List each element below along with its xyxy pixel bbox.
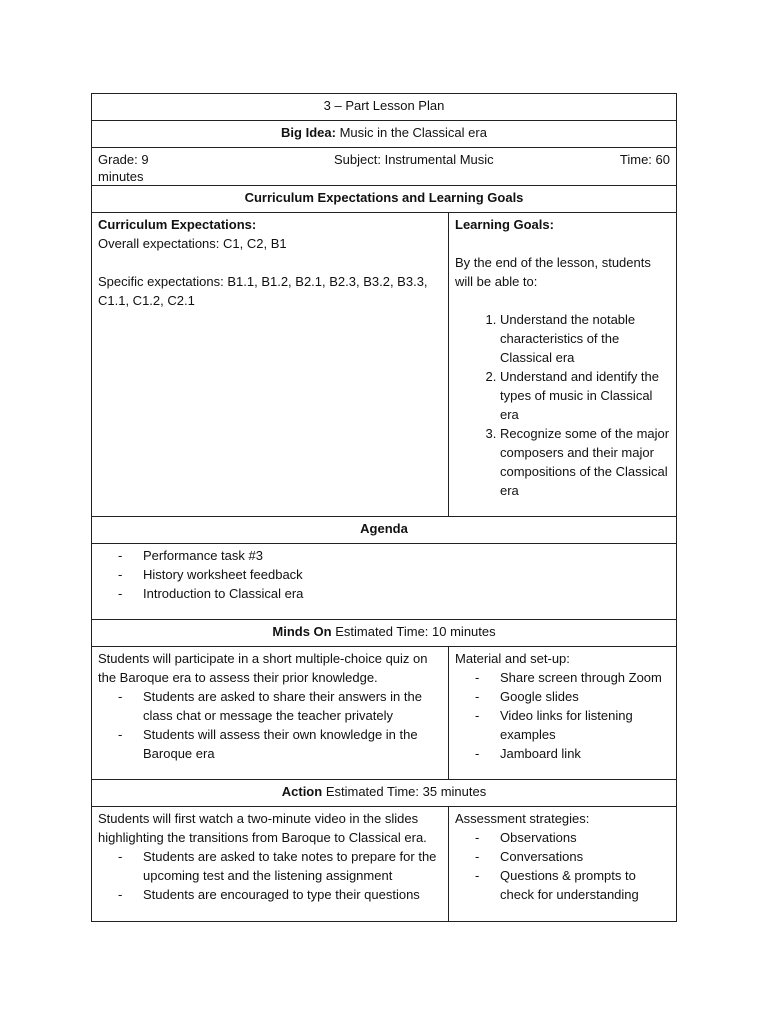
list-item: 1. Understand the notable characteristics of the Classical era [500,310,670,367]
minds-on-label: Minds On [272,624,332,639]
agenda-row [92,544,676,620]
list-item: - Questions & prompts to check for understanding [475,866,670,904]
minds-on-heading [92,620,676,647]
list-item: - Google slides [475,687,670,706]
list-item: 2. Understand and identify the types of music in Classical era [500,367,670,424]
list-item: - Video links for listening examples [475,706,670,744]
agenda-heading-text: Agenda [360,521,408,536]
learning-goals-cell [449,213,676,516]
list-item: - Students are asked to share their answers in the class chat or message the teacher privately [118,687,442,725]
agenda-heading [92,517,676,544]
learning-goals-label: Learning Goals: [455,217,554,232]
subject-text: Subject: Instrumental Music [334,152,494,167]
action-intro: Students will first watch a two-minute video in the slides highlighting the transitions from Baroque to Classical era. [98,811,427,845]
info-row [92,148,676,186]
list-item: 3. Recognize some of the major composers and their major compositions of the Classical era [500,424,670,500]
learning-goals-list [455,310,670,500]
curriculum-heading [92,186,676,213]
title-text: 3 – Part Lesson Plan [323,98,445,113]
curriculum-row [92,213,676,517]
minds-on-description-cell [92,647,449,779]
action-heading [92,780,676,807]
lesson-plan-title [92,94,676,121]
overall-expectations: Overall expectations: C1, C2, B1 [98,236,287,251]
materials-cell [449,647,676,779]
learning-goals-intro: By the end of the lesson, students will be able to: [455,255,651,289]
list-item: - Jamboard link [475,744,670,763]
curriculum-expectations-cell [92,213,449,516]
time-minutes-text: minutes [98,169,144,184]
time-text: Time: 60 [619,152,670,167]
list-item: - History worksheet feedback [118,565,670,584]
list-item: - Performance task #3 [118,546,670,565]
list-item: - Observations [475,828,670,847]
minds-on-list [98,687,442,763]
materials-list [455,668,670,763]
big-idea-row [92,121,676,148]
list-item: - Students are asked to take notes to prepare for the upcoming test and the listening assignment [118,847,442,885]
action-description-cell [92,807,449,921]
assessment-list [455,828,670,904]
agenda-list [98,546,670,603]
curriculum-label: Curriculum Expectations: [98,217,257,232]
list-item: - Students are encouraged to type their questions [118,885,442,904]
lesson-plan-table [91,93,677,922]
minds-on-intro: Students will participate in a short multiple-choice quiz on the Baroque era to assess their prior knowledge. [98,651,428,685]
action-time: Estimated Time: 35 minutes [325,784,487,799]
assessment-cell [449,807,676,921]
assessment-label: Assessment strategies: [455,811,590,826]
big-idea-label: Big Idea: [281,125,336,140]
curriculum-heading-text: Curriculum Expectations and Learning Goals [244,190,524,205]
specific-expectations: Specific expectations: B1.1, B1.2, B2.1, B2.3, B3.2, B3.3, C1.1, C1.2, C2.1 [98,274,428,308]
big-idea-value: Music in the Classical era [339,125,487,140]
minds-on-row [92,647,676,780]
list-item: - Introduction to Classical era [118,584,670,603]
list-item: - Students will assess their own knowledge in the Baroque era [118,725,442,763]
list-item: - Conversations [475,847,670,866]
minds-on-time: Estimated Time: 10 minutes [335,624,496,639]
grade-text: Grade: 9 [98,152,149,167]
list-item: - Share screen through Zoom [475,668,670,687]
materials-label: Material and set-up: [455,651,570,666]
action-label: Action [281,784,323,799]
action-row [92,807,676,921]
action-list [98,847,442,904]
